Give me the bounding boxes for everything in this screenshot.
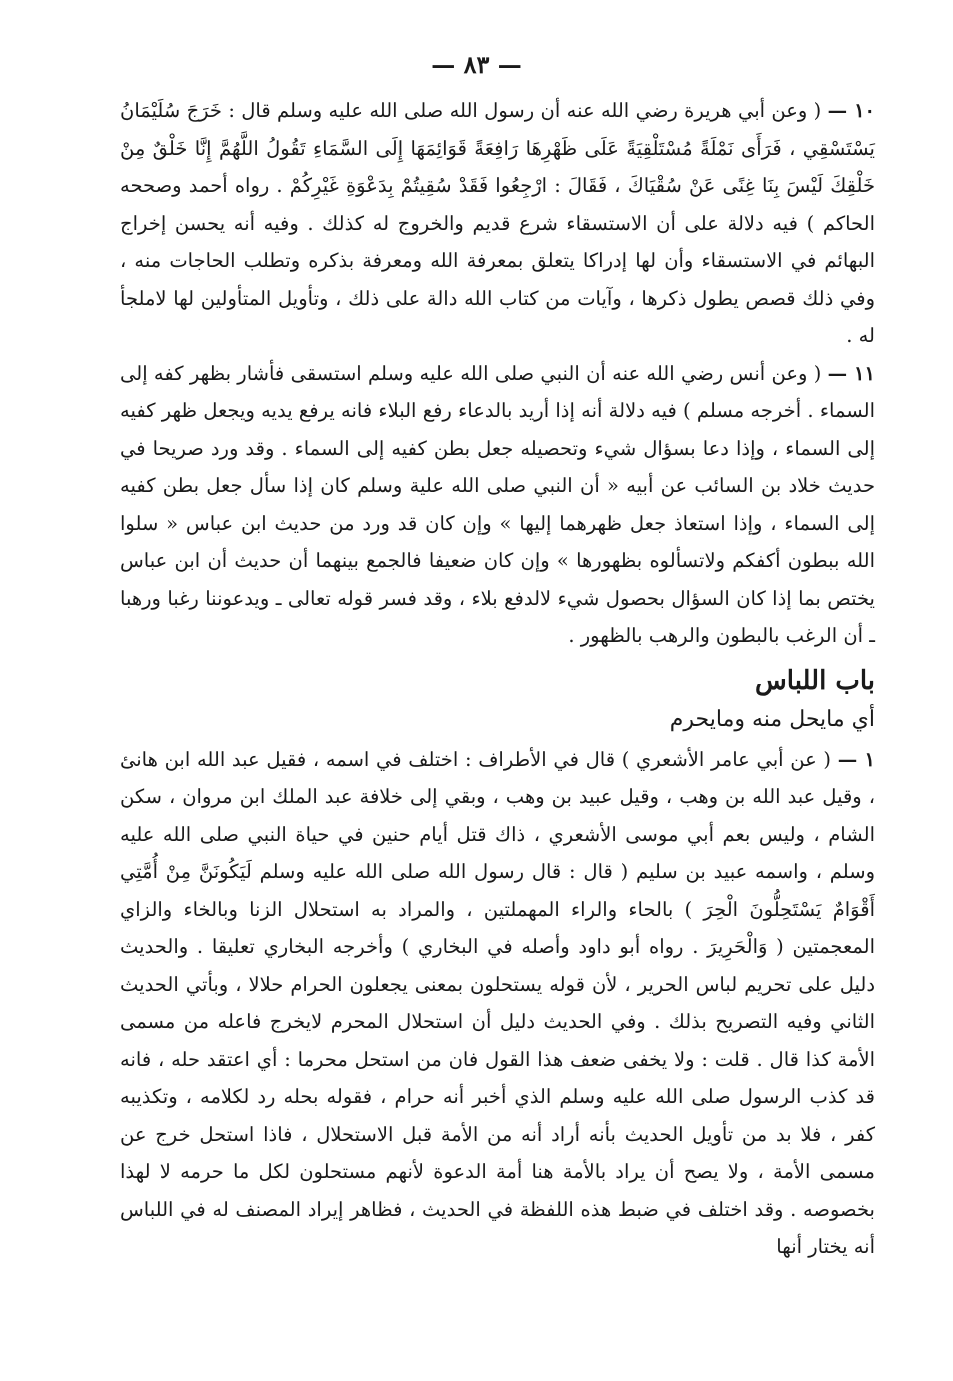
paragraph-number: ١٠ — [827,99,876,122]
chapter-subtitle: أي مايحل منه ومايحرم [669,706,875,732]
paragraph-number: ١ — [837,747,875,771]
paragraph-text: ( عن أبي عامر الأشعري ) قال في الأطراف : اختلف في اسمه ، فقيل عبد الله ابن هانئ ، وقيل عبد الله بن وهب ، وقيل عبيد بن وهب ، وبقي إلى خلافة عبد الملك ابن مروان ، سكن الشام ، وليس بعم أبي موسى الأشعري ، ذاك قتل أيام حنين في حياة النبي صلى الله عليه وسلم ، واسمه عبيد بن سليم ( قال : قال رسول الله صلى الله عليه وسلم لَيَكُونَنَّ مِنْ أُمَّتِي أَقْوَامٌ يَسْتَحِلُّونَ الْحِرَ ) بالحاء والراء المهملتين ، والمراد به استحلال الزنا وبالخاء والزاي المعجمتين ( وَالْحَرِيرَ . رواه أبو داود وأصله في البخاري ) وأخرجه البخاري تعليقا . والحديث دليل على تحريم لباس الحرير ، لأن قوله يستحلون بمعنى يجعلون الحرام حلالا ، وبأتي الحديث الثاني وفيه التصريح بذلك . وفي الحديث دليل أن استحلال المحرم لايخرج فاعله من مسمى الأمة كذا قال . قلت : ولا يخفى ضعف هذا القول فان من استحل محرما : أي اعتقد حله ، فانه قد كذب الرسول صلى الله عليه وسلم الذي أخبر أنه حرام ، فقوله بحله رد لكلامه ، وتكذيبه كفر ، فلا بد من تأويل الحديث بأنه أراد أنه من الأمة قبل الاستحلال ، فاذا استحل خرج عن مسمى الأمة ، ولا يصح أن يراد بالأمة هنا أمة الدعوة لأنهم مستحلون لكل ما حرمه لا لهذا بخصوصه . وقد اختلف في ضبط هذه اللفظة في الحديث ، فظاهر إيراد المصنف له في اللباس أنه يختار أنها [120,747,875,1258]
paragraph-number: ١١ — [827,361,875,385]
hadith-paragraph-11 [120,355,875,655]
paragraph-text: ( وعن أبي هريرة رضي الله عنه أن رسول الله صلى الله عليه وسلم قال : خَرَجَ سُلَيْمَانُ يَسْتَسْقِي ، فَرَأَى نَمْلَةً مُسْتَلْقِيَةً عَلَى ظَهْرِهَا رَافِعَةً قَوَائِمَهَا إِلَى السَّمَاءِ تَقُولُ اللَّهُمَّ إِنَّا خَلْقٌ مِنْ خَلْقِكَ لَيْسَ بِنَا غِنًى عَنْ سُقْيَاكَ ، فَقَالَ : ارْجِعُوا فَقَدْ سُقِيتُمْ بِدَعْوَةِ غَيْرِكُمْ . رواه أحمد وصححه الحاكم ) فيه دلالة على أن الاستسقاء شرع قديم والخروج له كذلك . وفيه أنه يحسن إخراج البهائم في الاستسقاء وأن لها إدراكا يتعلق بمعرفة الله ومعرفة بذكره وتطلب الحاجات منه ، وفي ذلك قصص يطول ذكرها ، وآيات من كتاب الله دالة على ذلك ، وتأويل المتأولين لها لاملجأ له . [120,99,875,347]
hadith-paragraph-1 [120,741,875,1266]
paragraph-text: ( وعن أنس رضي الله عنه أن النبي صلى الله عليه وسلم استسقى فأشار بظهر كفه إلى السماء . أخرجه مسلم ) فيه دلالة أنه إذا أريد بالدعاء رفع البلاء فانه يرفع يديه ويجعل ظهر كفيه إلى السماء ، وإذا دعا بسؤال شيء وتحصيله جعل بطن كفيه إلى السماء . وقد ورد صريحا في حديث خلاد بن السائب عن أبيه « أن النبي صلى الله علية وسلم كان إذا سأل جعل بطن كفيه إلى السماء ، وإذا استعاذ جعل ظهرهما إليها » وإن كان قد ورد من حديث ابن عباس « سلوا الله ببطون أكفكم ولاتسألوه بظهورها » وإن كان ضعيفا فالجمع بينهما أن حديث أن ابن عباس يختص بما إذا كان السؤال بحصول شيء لالدفع بلاء ، وقد فسر قوله تعالى ـ ويدعوننا رغبا ورهبا ـ أن الرغب بالبطون والرهب بالظهور . [120,361,875,647]
page-number: — ٨٣ — [431,50,522,79]
chapter-title: باب اللباس [755,665,875,696]
page-body [120,92,875,1266]
hadith-paragraph-10 [120,92,875,355]
